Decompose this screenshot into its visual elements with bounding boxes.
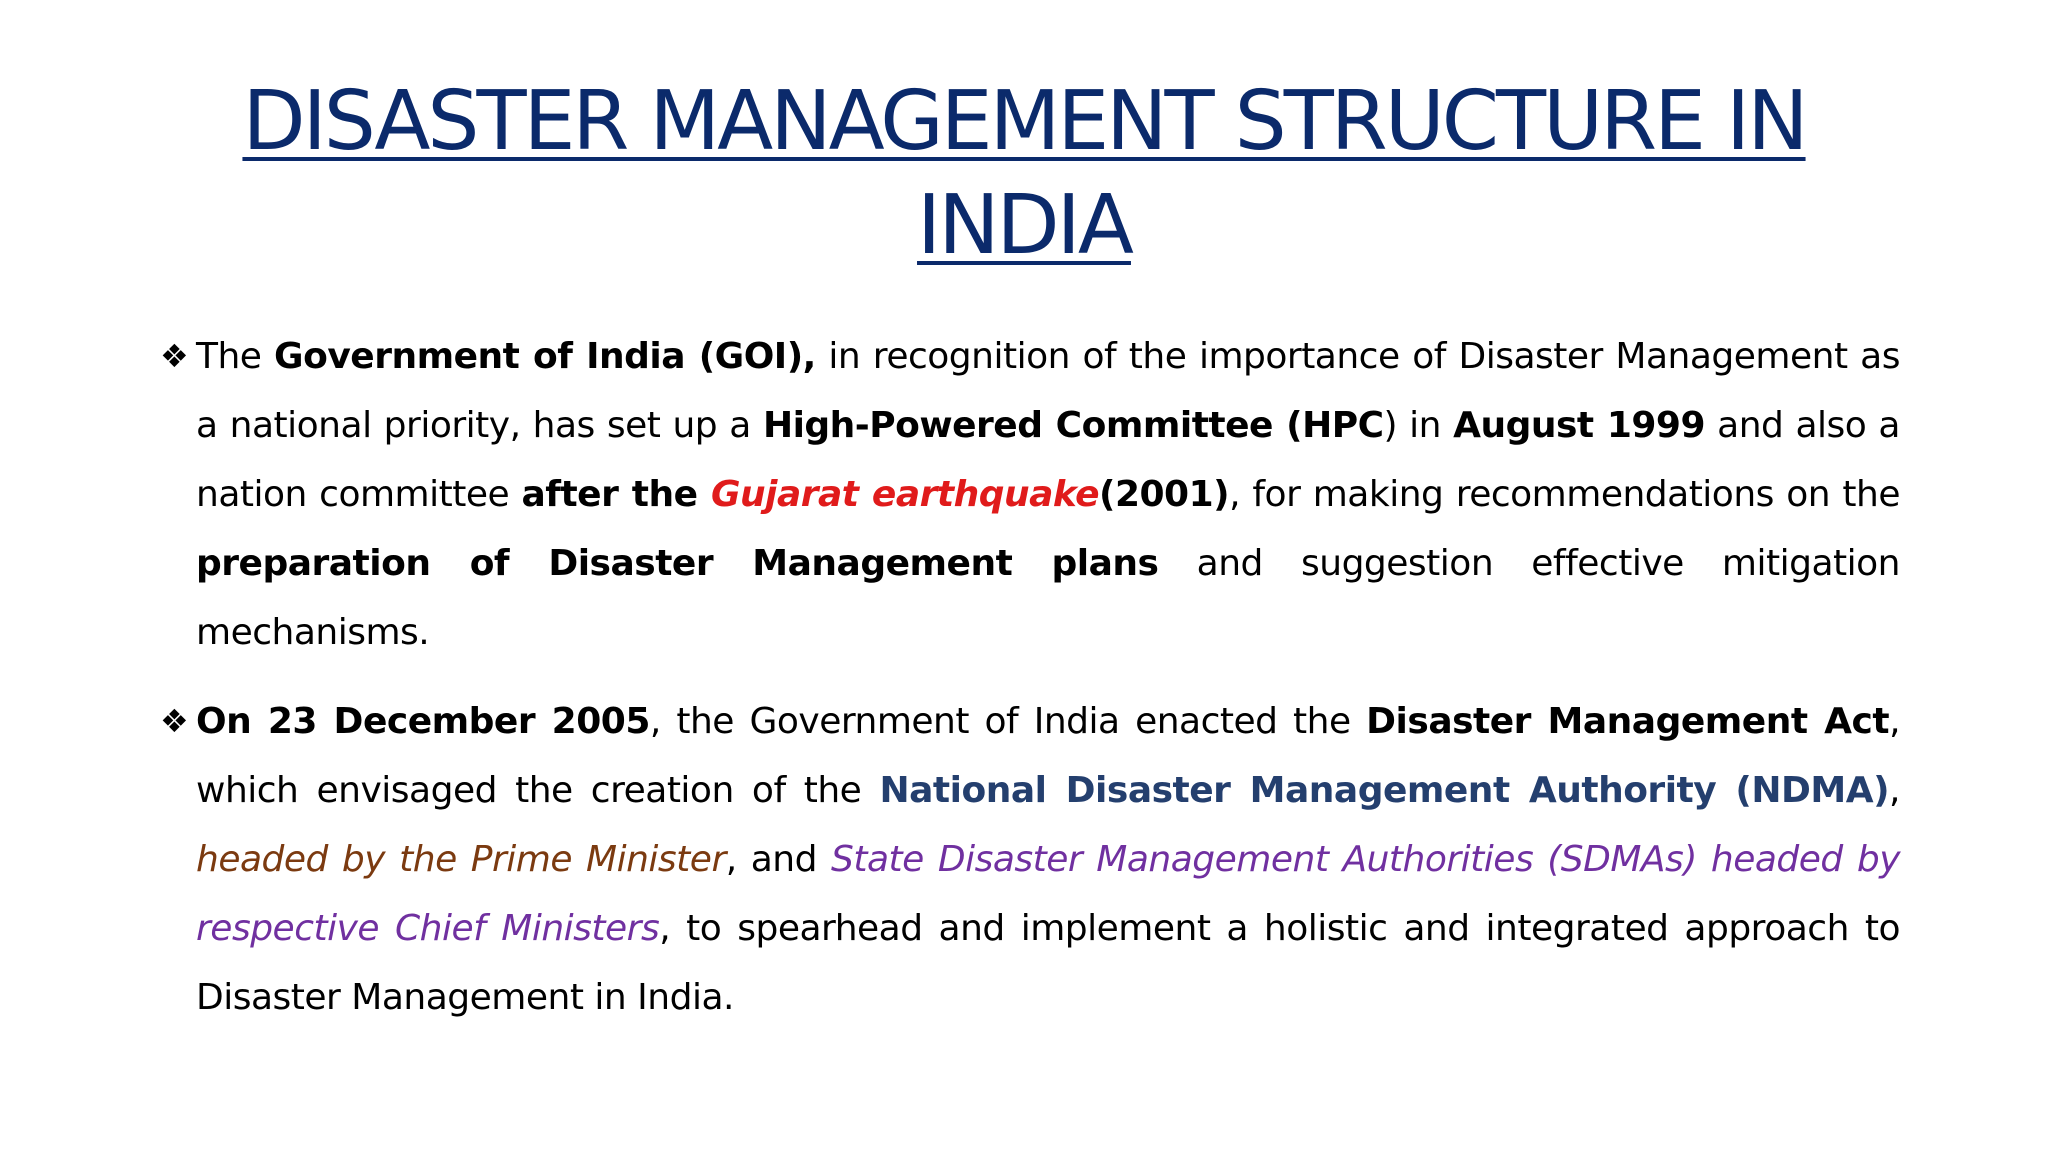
text-segment: , for making recommendations on the — [1229, 474, 1900, 515]
slide-title — [150, 70, 1898, 278]
four-diamond-bullet-icon: ❖ — [160, 702, 189, 740]
text-segment: , and — [725, 839, 832, 880]
text-segment: in recognition of the importance of Disaster Management as a national priority, has set up a — [196, 336, 1900, 446]
title-line-1: DISASTER MANAGEMENT STRUCTURE IN — [242, 74, 1806, 169]
text-goi: Government of India (GOI), — [274, 336, 816, 377]
text-segment: , which envisaged the creation of the — [196, 701, 1901, 811]
text-segment: , — [1889, 770, 1900, 811]
bullet-gov-india-hpc — [160, 322, 1900, 667]
text-segment: and also a nation committee — [196, 405, 1900, 515]
text-after-the: after the — [521, 474, 711, 515]
text-gujarat-earthquake: Gujarat earthquake — [710, 474, 1099, 515]
text-dm-plans: preparation of Disaster Management plans — [196, 543, 1159, 584]
text-segment: , to spearhead and implement a holistic and integrated approach to Disaster Management in India. — [196, 908, 1900, 1018]
text-2001: (2001) — [1099, 474, 1230, 515]
four-diamond-bullet-icon: ❖ — [160, 337, 189, 375]
text-august-1999: August 1999 — [1453, 405, 1706, 446]
text-segment: and suggestion effective mitigation mechanisms. — [196, 543, 1900, 653]
title-line-2: INDIA — [917, 178, 1131, 273]
text-sdmas: State Disaster Management Authorities (SDMAs) headed by respective Chief Ministers — [196, 839, 1900, 949]
text-ndma: National Disaster Management Authority (NDMA) — [879, 770, 1890, 811]
bullet-dm-act-2005 — [160, 687, 1900, 1032]
text-dm-act: Disaster Management Act — [1366, 701, 1890, 742]
text-hpc: High-Powered Committee (HPC — [762, 405, 1384, 446]
slide-content — [160, 322, 1900, 1052]
text-prime-minister: headed by the Prime Minister — [196, 839, 726, 880]
text-segment: , the Government of India enacted the — [649, 701, 1367, 742]
text-segment: ) in — [1383, 405, 1454, 446]
text-segment: The — [196, 336, 275, 377]
text-date-2005: On 23 December 2005 — [196, 701, 650, 742]
